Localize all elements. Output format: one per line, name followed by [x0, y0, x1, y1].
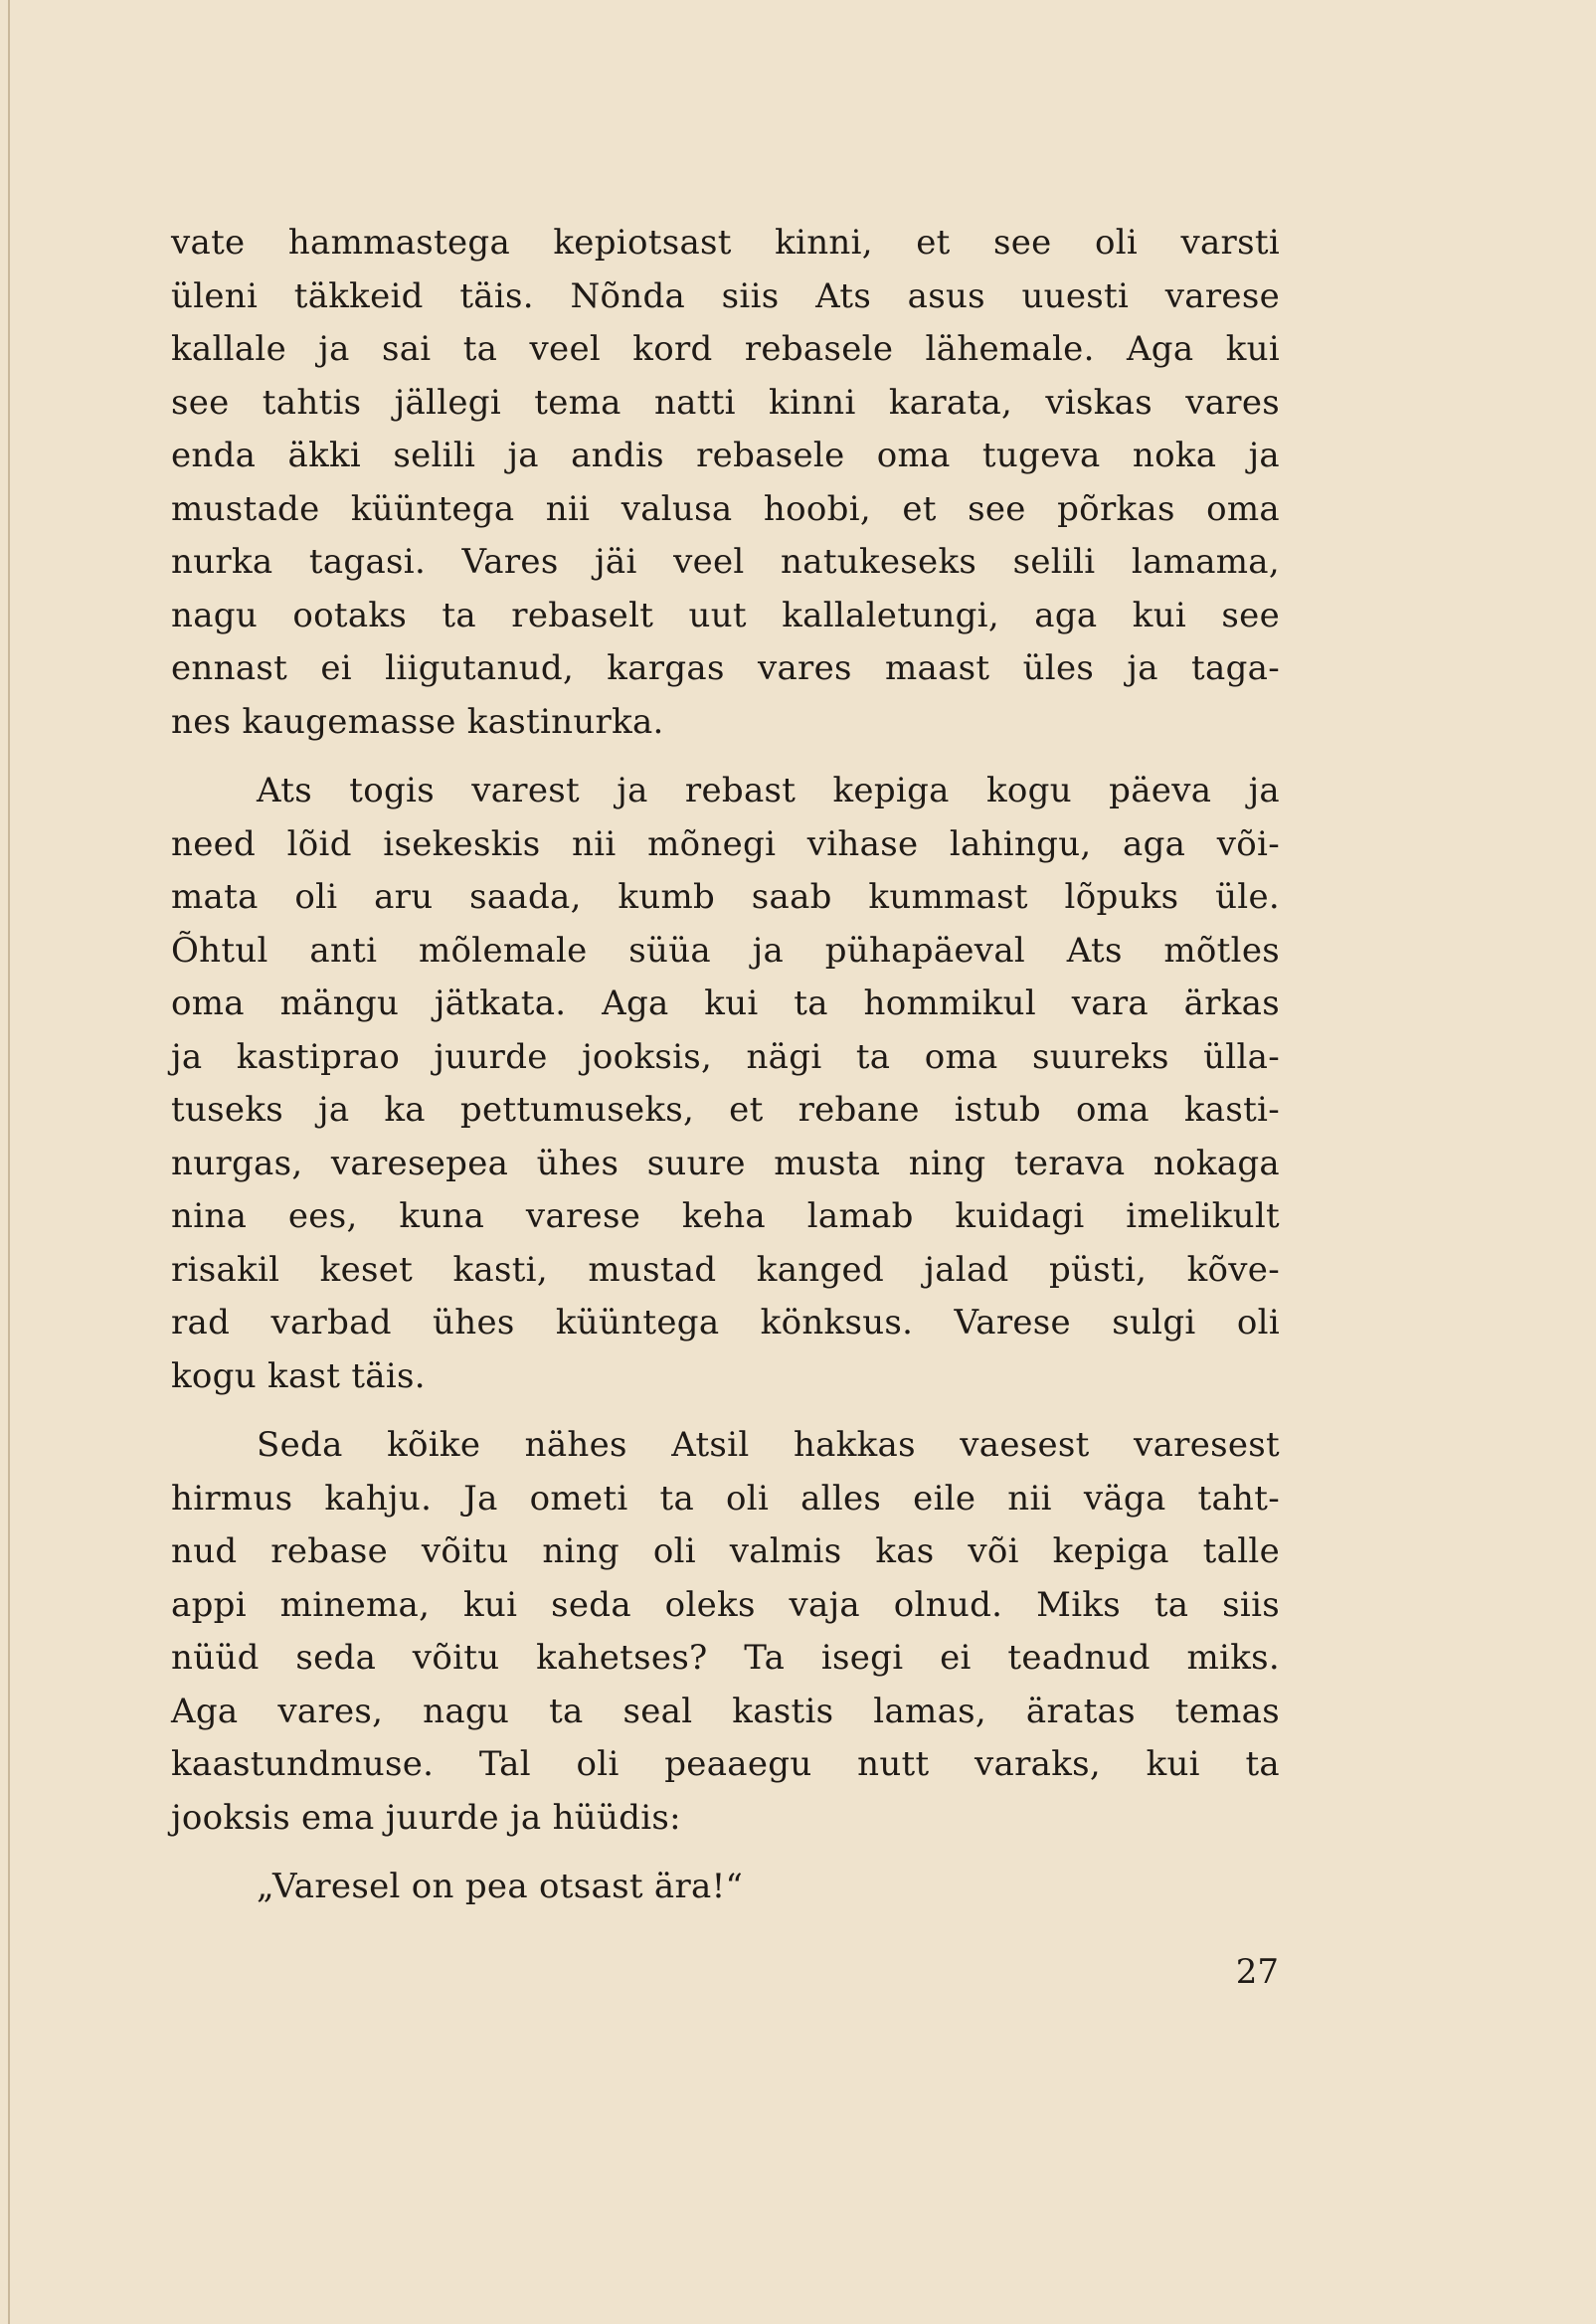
text-line: Aga vares, nagu ta seal kastis lamas, äratas temas [171, 1691, 1280, 1731]
text-line: nagu ootaks ta rebaselt uut kallaletungi, aga kui see [171, 595, 1280, 635]
text-line: Ats togis varest ja rebast kepiga kogu päeva ja [257, 771, 1280, 810]
text-line: hirmus kahju. Ja ometi ta oli alles eile nii väga taht- [171, 1478, 1280, 1519]
text-line: nina ees, kuna varese keha lamab kuidagi imelikult [171, 1196, 1280, 1236]
text-line: nurgas, varesepea ühes suure musta ning terava nokaga [171, 1143, 1280, 1183]
text-line: enda äkki selili ja andis rebasele oma tugeva noka ja [171, 436, 1280, 475]
page-number: 27 [1235, 1952, 1279, 1992]
text-line: ennast ei liigutanud, kargas vares maast üles ja taga- [171, 648, 1280, 688]
paragraph-gap [171, 1845, 1280, 1861]
text-line: kogu kast täis. [171, 1355, 426, 1396]
text-line: appi minema, kui seda oleks vaja olnud. Miks ta siis [171, 1584, 1280, 1625]
text-line: tuseks ja ka pettumuseks, et rebane istub oma kasti- [171, 1090, 1280, 1130]
page-edge-line [8, 0, 10, 2324]
paragraph-2 [171, 765, 1280, 1403]
text-line: jooksis ema juurde ja hüüdis: [171, 1797, 681, 1838]
text-line: „Varesel on pea otsast ära!“ [257, 1867, 744, 1906]
text-line: see tahtis jällegi tema natti kinni karata, viskas vares [171, 382, 1280, 423]
text-line: mata oli aru saada, kumb saab kummast lõpuks üle. [171, 877, 1280, 917]
paragraph-1 [171, 217, 1280, 749]
text-line: üleni täkkeid täis. Nõnda siis Ats asus uuesti varese [171, 275, 1280, 316]
text-line: nud rebase võitu ning oli valmis kas või kepiga talle [171, 1531, 1280, 1571]
paragraph-4 [171, 1861, 1280, 1914]
text-line: kaastundmuse. Tal oli peaaegu nutt varaks, kui ta [171, 1744, 1280, 1784]
text-line: kallale ja sai ta veel kord rebasele lähemale. Aga kui [171, 329, 1280, 369]
text-line: rad varbad ühes küüntega könksus. Varese sulgi oli [171, 1303, 1280, 1342]
text-line: nüüd seda võitu kahetses? Ta isegi ei teadnud miks. [171, 1638, 1280, 1678]
text-line: nurka tagasi. Vares jäi veel natukeseks selili lamama, [171, 542, 1280, 582]
paragraph-gap [171, 1403, 1280, 1419]
text-line: Seda kõike nähes Atsil hakkas vaesest varesest [257, 1425, 1280, 1465]
paragraph-gap [171, 749, 1280, 765]
text-line: nes kaugemasse kastinurka. [171, 701, 664, 742]
text-line: need lõid isekeskis nii mõnegi vihase lahingu, aga või- [171, 823, 1280, 864]
text-line: vate hammastega kepiotsast kinni, et see oli varsti [171, 223, 1280, 263]
text-line: Õhtul anti mõlemale süüa ja pühapäeval Ats mõtles [171, 930, 1280, 971]
text-line: risakil keset kasti, mustad kanged jalad püsti, kõve- [171, 1249, 1280, 1290]
paragraph-3 [171, 1419, 1280, 1845]
text-line: ja kastiprao juurde jooksis, nägi ta oma suureks ülla- [171, 1036, 1280, 1077]
text-line: mustade küüntega nii valusa hoobi, et see põrkas oma [171, 488, 1280, 529]
text-line: oma mängu jätkata. Aga kui ta hommikul vara ärkas [171, 983, 1280, 1023]
body-text [171, 217, 1280, 1914]
